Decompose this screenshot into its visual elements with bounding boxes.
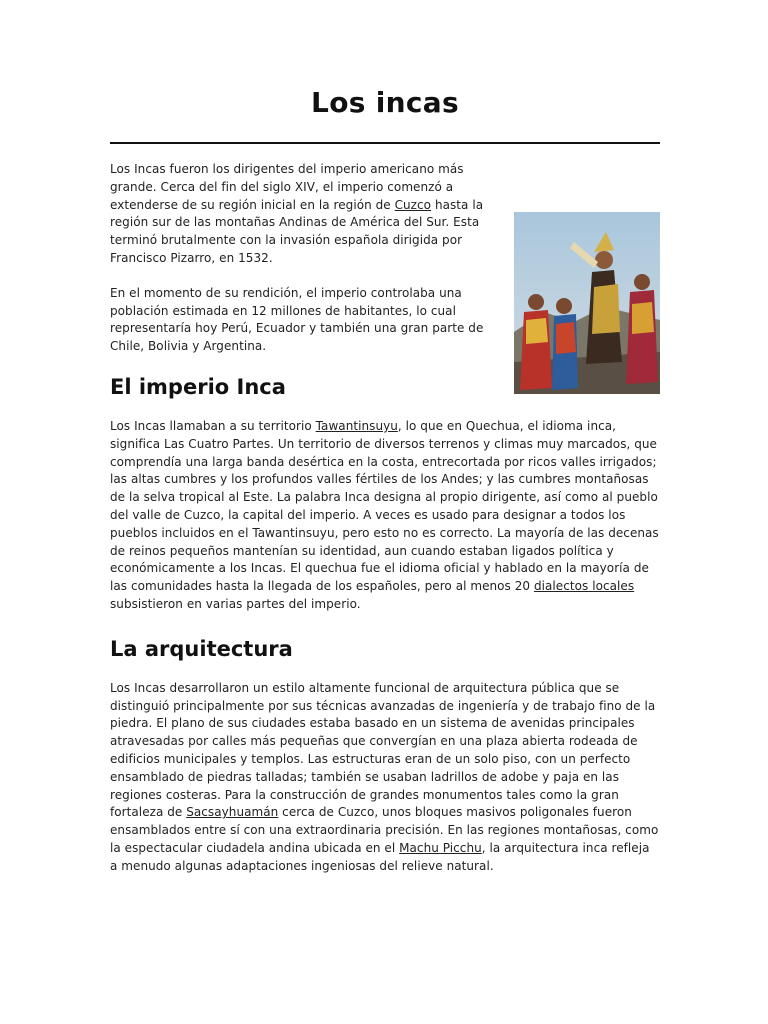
- title-divider: [110, 142, 660, 144]
- imperio-text-a: Los Incas llamaban a su territorio: [110, 418, 316, 433]
- intro-text-1a: Los Incas fueron los dirigentes del imperio americano más grande. Cerca del fin del siglo XIV, el imperio comenzó a extenderse de su región inicial en la región de: [110, 162, 464, 212]
- imperio-text-c: subsistieron en varias partes del imperio.: [110, 596, 361, 611]
- link-cuzco[interactable]: Cuzco: [394, 197, 432, 212]
- link-tawantinsuyu[interactable]: Tawantinsuyu: [315, 418, 398, 433]
- document-page: [110, 0, 660, 876]
- imperio-paragraph: [110, 418, 660, 614]
- intro-paragraph-2: En el momento de su rendición, el imperio controlaba una población estimada en 12 millones de habitantes, lo cual representaría hoy Perú, Ecuador y también una gran parte de Chile, Bolivia y Argentina.: [110, 285, 484, 354]
- section-heading-arquitectura: La arquitectura: [110, 636, 293, 661]
- inca-ceremony-photo: [514, 212, 660, 394]
- arquitectura-paragraph: [110, 680, 660, 876]
- intro-text-1b: hasta la región sur de las montañas Andinas de América del Sur. Esta terminó brutalmente con la invasión española dirigida por Francisco Pizarro, en 1532.: [110, 197, 484, 265]
- page-title: Los incas: [311, 86, 459, 119]
- imperio-text-b: , lo que en Quechua, el idioma inca, significa Las Cuatro Partes. Un territorio de diversos terrenos y climas muy marcados, que comprendía una larga banda desértica en la costa, entrecortada por ricos valles irrigados; las altas cumbres y los profundos valles fértiles de los Andes; y las cumbres montañosas de la selva tropical al Este. La palabra Inca designa al propio dirigente, así como al pueblo del valle de Cuzco, la capital del imperio. A veces es usado para designar a todos los pueblos incluidos en el Tawantinsuyu, pero esto no es correcto. La mayoría de las decenas de reinos pequeños mantenían su identidad, aun cuando estaban ligados política y económicamente a los Incas. El quechua fue el idioma oficial y hablado en la mayoría de las comunidades hasta la llegada de los españoles, pero al menos 20: [110, 418, 659, 594]
- section-heading-imperio: El imperio Inca: [110, 374, 286, 399]
- arquitectura-text-c: , la arquitectura inca refleja a menudo algunas adaptaciones ingeniosas del relieve natural.: [110, 840, 650, 873]
- link-sacsayhuaman[interactable]: Sacsayhuamán: [186, 805, 279, 820]
- arquitectura-text-b: cerca de Cuzco, unos bloques masivos poligonales fueron ensamblados entre sí con una extraordinaria precisión. En las regiones montañosas, como la espectacular ciudadela andina ubicada en el: [110, 805, 659, 855]
- photo-illustration: [514, 212, 660, 394]
- link-dialectos-locales[interactable]: dialectos locales: [533, 579, 635, 594]
- link-machu-picchu[interactable]: Machu Picchu: [399, 840, 482, 855]
- arquitectura-text-a: Los Incas desarrollaron un estilo altamente funcional de arquitectura pública que se distinguió principalmente por sus técnicas avanzadas de ingeniería y de trabajo fino de la piedra. El plano de sus ciudades estaba basado en un sistema de avenidas principales atravesadas por calles más pequeñas que convergían en una plaza abierta rodeada de edificios municipales y templos. Las estructuras eran de un solo piso, con un perfecto ensamblado de piedras talladas; también se usaban ladrillos de adobe y paja en las regiones costeras. Para la construcción de grandes monumentos tales como la gran fortaleza de: [110, 680, 656, 820]
